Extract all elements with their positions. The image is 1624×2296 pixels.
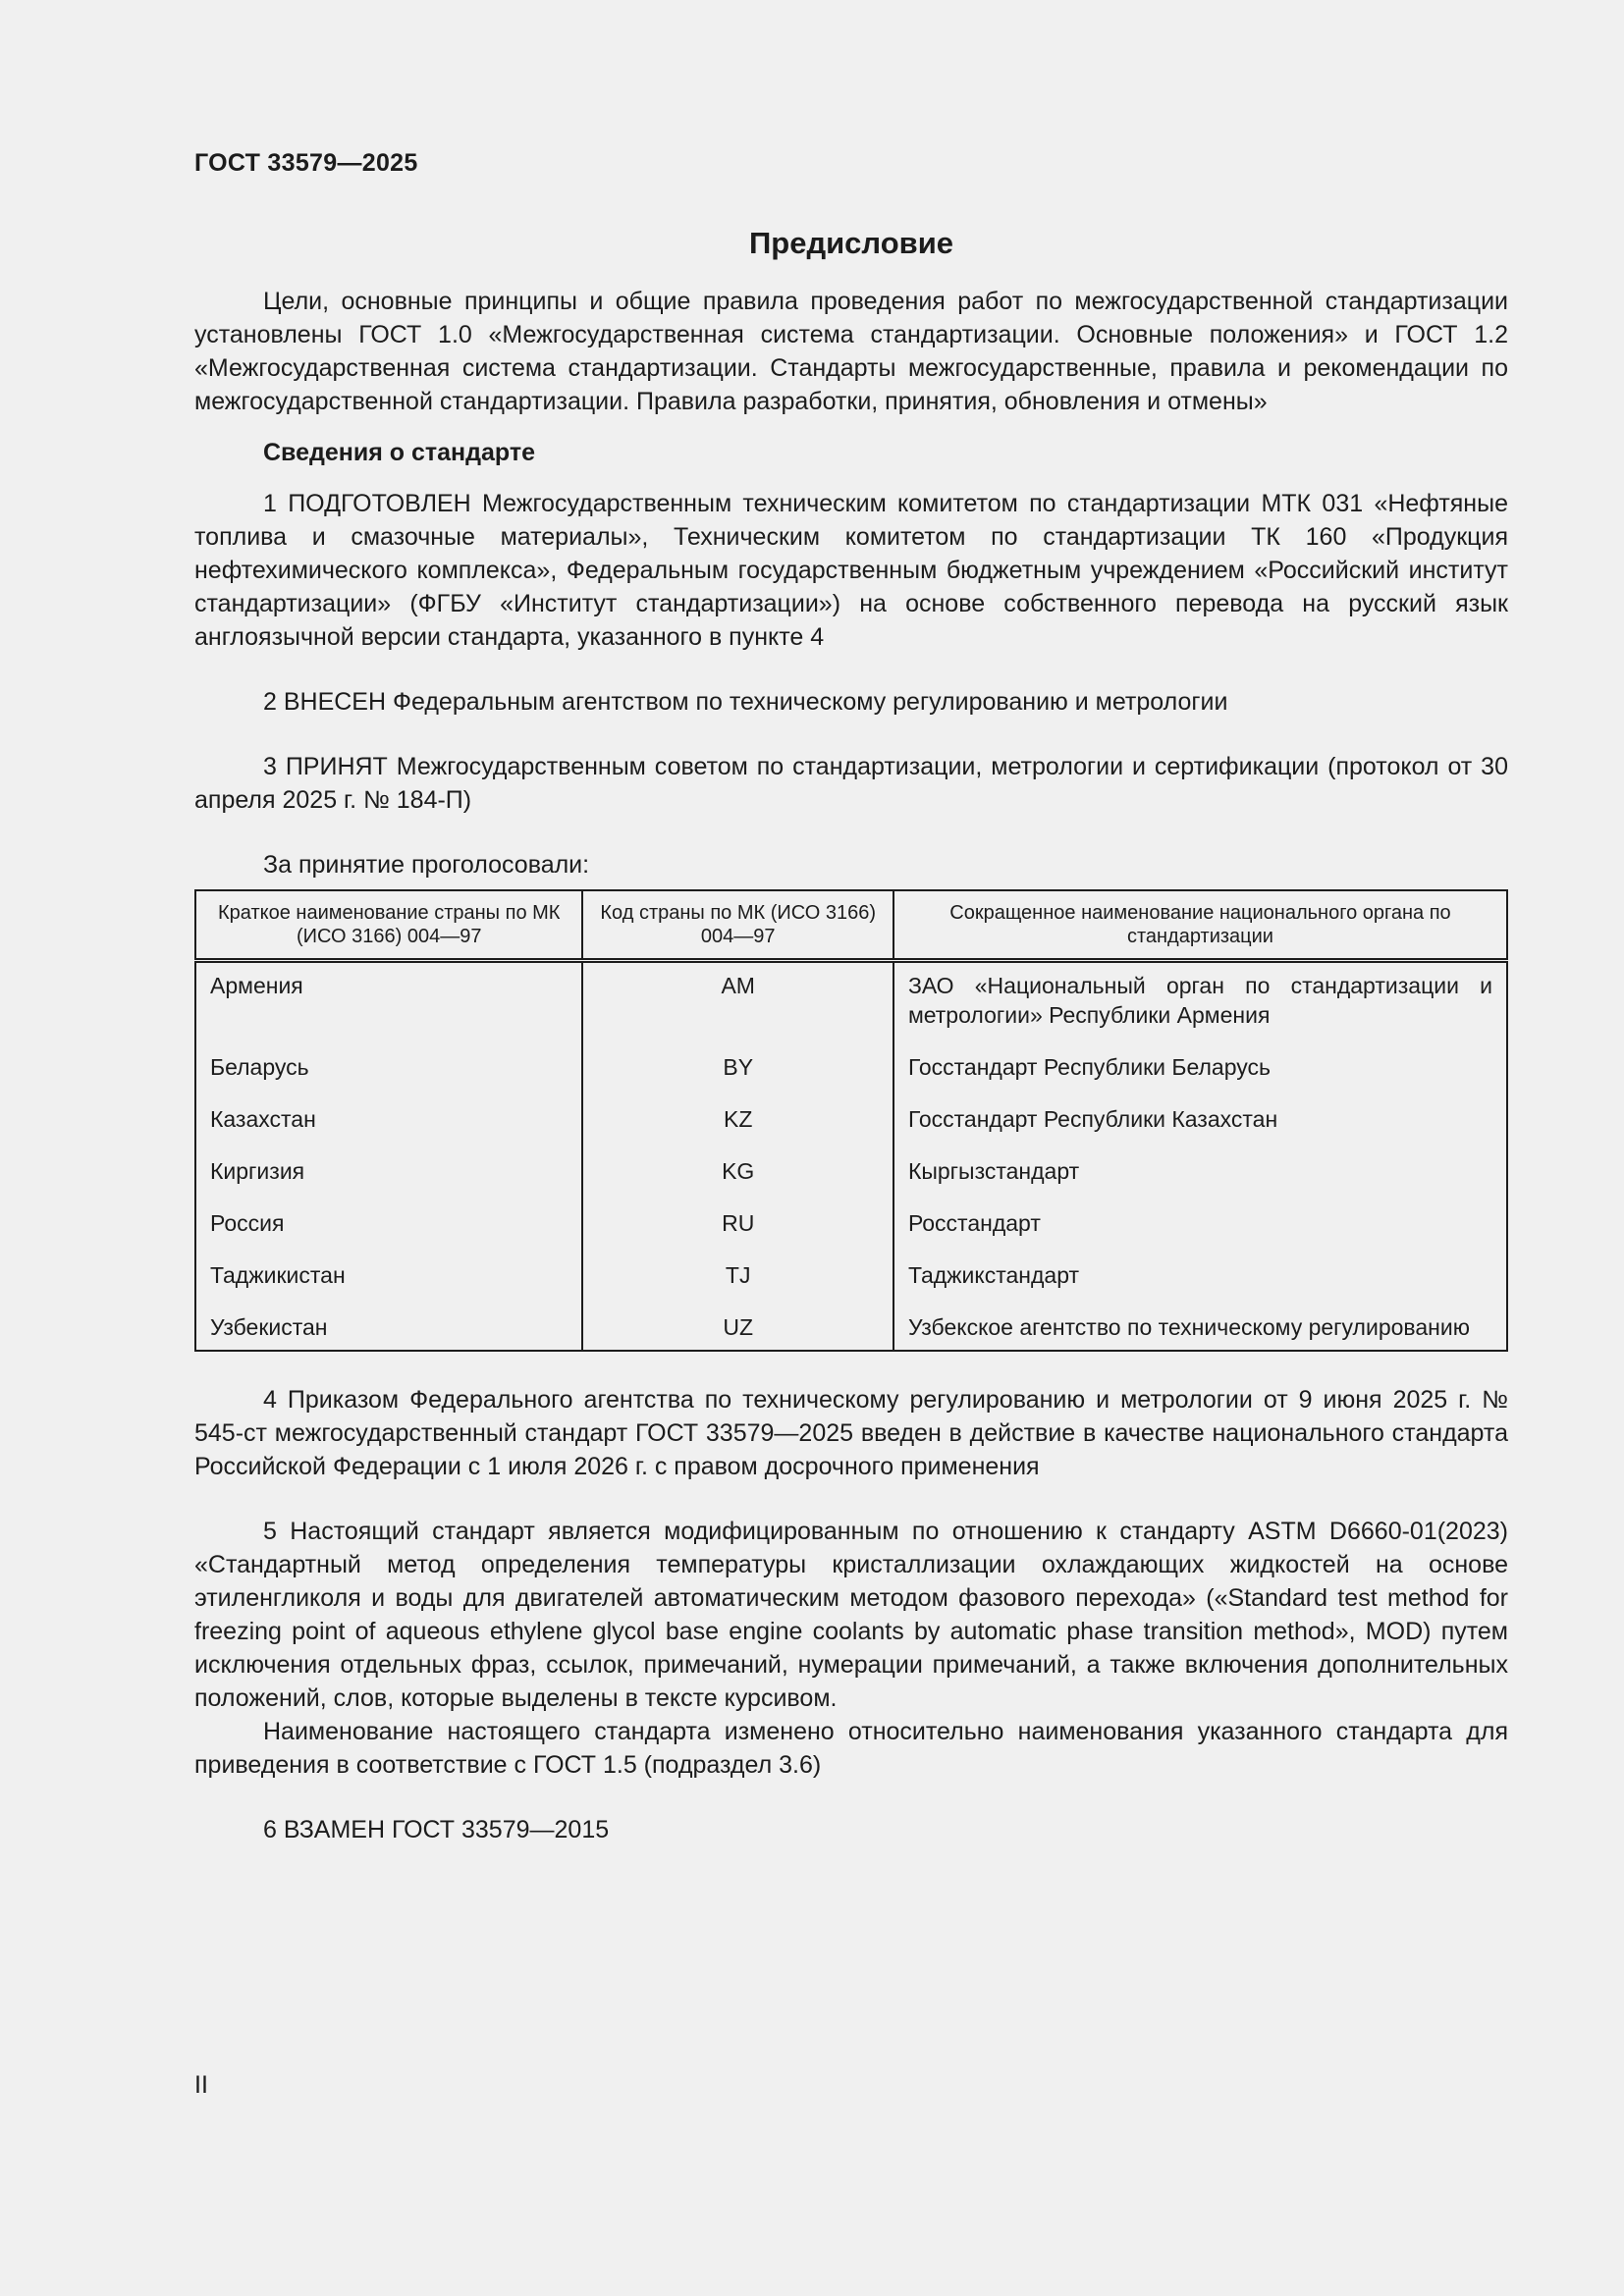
column-header-org: Сокращенное наименование национального органа по стандартизации [893,890,1507,961]
code-cell: AM [582,961,893,1035]
table-row [195,1138,1507,1190]
table-row [195,1190,1507,1242]
page-number: II [194,2071,208,2099]
code-cell: TJ [582,1242,893,1294]
code-cell: BY [582,1034,893,1086]
org-cell: Узбекское агентство по техническому регулированию [893,1294,1507,1351]
table-row [195,1294,1507,1351]
document-page [194,0,1508,2296]
intro-paragraph: Цели, основные принципы и общие правила проведения работ по межгосударственной стандартизации установлены ГОСТ 1.0 «Межгосударственная система стандартизации. Основные положения» и ГОСТ 1.2 «Межгосударственная система стандартизации. Стандарты межгосударственные, правила и рекомендации по межгосударственной стандартизации. Правила разработки, принятия, обновления и отмены» [194,288,1508,415]
item-5-paragraph: 5 Настоящий стандарт является модифицированным по отношению к стандарту ASTM D6660-01(2023) «Стандартный метод определения температуры кристаллизации охлаждающих жидкостей на основе этиленгликоля и воды для двигателей автоматическим методом фазового перехода» («Standard test method for freezing point of aqueous ethylene glycol base engine coolants by automatic phase transition method», MOD) путем исключения отдельных фраз, ссылок, примечаний, нумерации примечаний, а также включения дополнительных положений, слов, которые выделены в тексте курсивом. [194,1518,1508,1712]
country-cell: Таджикистан [210,1262,346,1288]
table-row [195,1242,1507,1294]
member-states-table [194,889,1508,1352]
table-row [195,1034,1507,1086]
item-3-paragraph: 3 ПРИНЯТ Межгосударственным советом по стандартизации, метрологии и сертификации (протокол от 30 апреля 2025 г. № 184-П) [194,753,1508,814]
country-cell: Армения [210,973,303,998]
table-row [195,961,1507,1035]
org-cell: Росстандарт [893,1190,1507,1242]
table-row [195,1086,1507,1138]
code-cell: UZ [582,1294,893,1351]
org-cell: Госстандарт Республики Беларусь [893,1034,1507,1086]
table-header-row [195,890,1507,961]
page-title: Предисловие [748,226,953,260]
item-1-paragraph: 1 ПОДГОТОВЛЕН Межгосударственным техническим комитетом по стандартизации МТК 031 «Нефтяные топлива и смазочные материалы», Техническим комитетом по стандартизации ТК 160 «Продукция нефтехимического комплекса», Федеральным государственным бюджетным учреждением «Российский институт стандартизации» (ФГБУ «Институт стандартизации») на основе собственного перевода на русский язык англоязычной версии стандарта, указанного в пункте 4 [194,490,1508,651]
org-cell: ЗАО «Национальный орган по стандартизации и метрологии» Республики Армения [893,961,1507,1035]
document-code: ГОСТ 33579—2025 [194,149,418,177]
item-2-paragraph: 2 ВНЕСЕН Федеральным агентством по техническому регулированию и метрологии [263,688,1228,716]
column-header-code: Код страны по МК (ИСО 3166) 004—97 [582,890,893,961]
item-4-paragraph: 4 Приказом Федерального агентства по техническому регулированию и метрологии от 9 июня 2025 г. № 545-ст межгосударственный стандарт ГОСТ 33579—2025 введен в действие в качестве национального стандарта Российской Федерации с 1 июля 2026 г. с правом досрочного применения [194,1386,1508,1480]
item-5-note-paragraph: Наименование настоящего стандарта изменено относительно наименования указанного стандарта для приведения в соответствие с ГОСТ 1.5 (подраздел 3.6) [194,1718,1508,1779]
country-cell: Узбекистан [210,1314,328,1340]
code-cell: KG [582,1138,893,1190]
country-cell: Казахстан [210,1106,316,1132]
code-cell: RU [582,1190,893,1242]
org-cell: Кыргызстандарт [893,1138,1507,1190]
country-cell: Киргизия [210,1158,305,1184]
votes-label: За принятие проголосовали: [263,851,590,879]
code-cell: KZ [582,1086,893,1138]
column-header-country: Краткое наименование страны по МК (ИСО 3166) 004—97 [195,890,582,961]
item-6-paragraph: 6 ВЗАМЕН ГОСТ 33579—2015 [263,1816,610,1843]
org-cell: Таджикстандарт [893,1242,1507,1294]
document-body [194,285,1508,1846]
country-cell: Россия [210,1210,285,1236]
section-subheading: Сведения о стандарте [263,439,536,466]
org-cell: Госстандарт Республики Казахстан [893,1086,1507,1138]
country-cell: Беларусь [210,1054,309,1080]
